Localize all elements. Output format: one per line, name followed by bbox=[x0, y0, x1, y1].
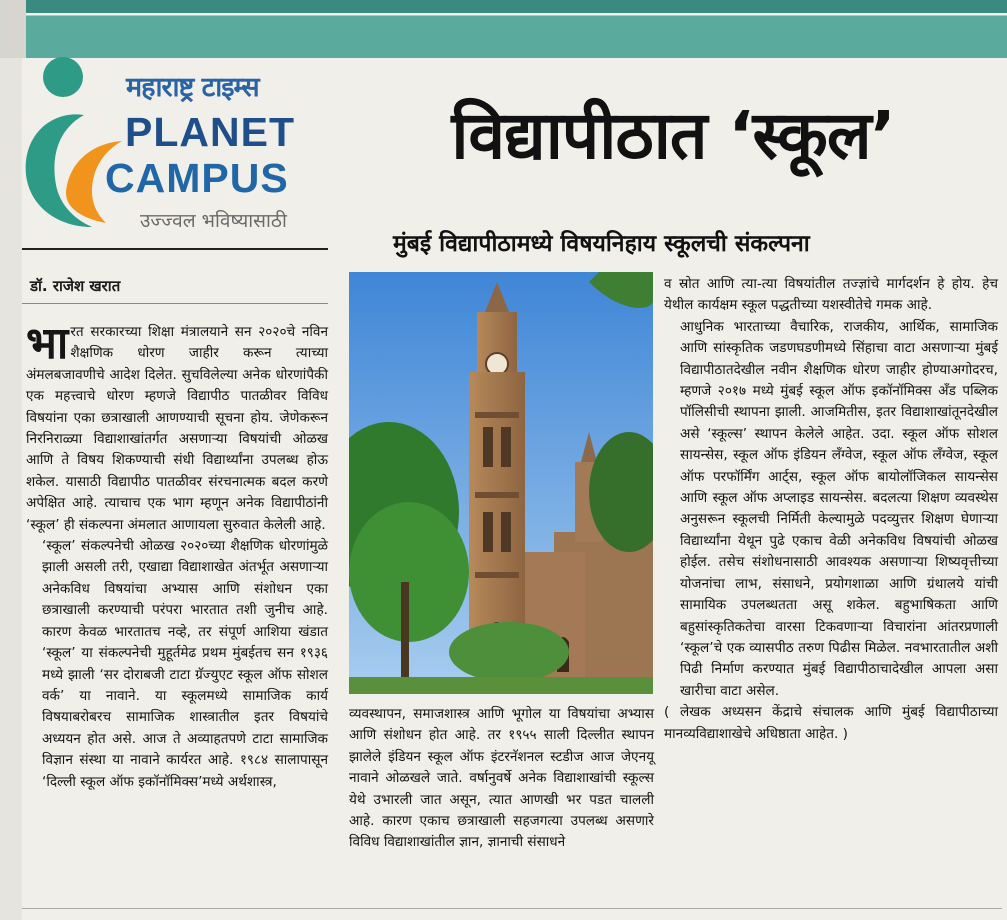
article-column-1 bbox=[26, 318, 329, 793]
article-headline: विद्यापीठात ‘स्कूल’ bbox=[451, 97, 895, 174]
brand-name: महाराष्ट्र टाइम्स bbox=[126, 72, 259, 103]
paragraph: व्यवस्थापन, समाजशास्त्र आणि भूगोल या विषयांचा अभ्यास आणि संशोधन होत आहे. तर १९५५ साली दिल्लीत स्थापन झालेले इंडियन स्कूल ऑफ इंटरनॅशनल स्टडीज आज जेएनयू नावाने ओळखले जाते. वर्षानुवर्षे अनेक विद्याशाखांची स्कूल्स येथे उभारली जात असून, त्यात आणखी भर पडत चालली आहे. कारण एकाच छत्राखाली सहजगत्या उपलब्ध असणारे विविध विद्याशाखांतील ज्ञान, ज्ञानाची संसाधने bbox=[349, 706, 654, 851]
masthead-brand bbox=[126, 67, 259, 104]
brand-tagline: उज्ज्वल भविष्यासाठी bbox=[140, 210, 287, 232]
article-column-2 bbox=[349, 704, 654, 854]
paragraph-text: रत सरकारच्या शिक्षा मंत्रालयाने सन २०२०चे नविन शैक्षणिक धोरण जाहीर करून त्याच्या अंमलबजावणीचे आदेश दिलेत. सुचविलेल्या अनेक धोरणांपैकी एक महत्त्वाचे धोरण म्हणजे विद्यापीठ पातळीवर विविध विषयांना एका छत्राखाली आणण्याची सूचना होय. जेणेकरून निरनिराळ्या विद्याशाखांतर्गत असणाऱ्या विषयांची ओळख आणि ते विषय शिकण्याची संधी विद्यार्थ्यांना उपलब्ध होऊ शकेल. यासाठी विद्यापीठ पातळीवर संरचनात्मक बदल करणे अपेक्षित आहे. त्याचाच एक भाग म्हणून अनेक विद्यापीठांनी ‘स्कूल’ ही संकल्पना अंमलात आणायला सुरुवात केलेली आहे. bbox=[26, 324, 329, 533]
bottom-rule bbox=[22, 908, 1002, 909]
divider-rule bbox=[22, 303, 328, 304]
author-byline: डॉ. राजेश खरात bbox=[30, 277, 121, 295]
page-edge bbox=[0, 58, 22, 920]
university-clock-tower-photo bbox=[349, 272, 653, 694]
article-column-3 bbox=[664, 274, 998, 745]
logo-emblem-icon bbox=[22, 55, 142, 245]
paragraph bbox=[26, 318, 329, 536]
brand-line-campus: CAMPUS bbox=[105, 155, 289, 201]
drop-cap: भा bbox=[26, 318, 69, 369]
paragraph: व स्रोत आणि त्या-त्या विषयांतील तज्ज्ञांचे मार्गदर्शन हे होय. हेच येथील कार्यक्षम स्कूल पद्धतीच्या यशस्वीतेचे गमक आहे. bbox=[664, 276, 998, 314]
page-fold-strip bbox=[0, 0, 26, 58]
paragraph: आधुनिक भारताच्या वैचारिक, राजकीय, आर्थिक, सामाजिक आणि सांस्कृतिक जडणघडणीमध्ये सिंहाचा वाटा असणाऱ्या मुंबई विद्यापीठातदेखील नवीन शैक्षणिक धोरण जाहीर होण्याअगोदरच, म्हणजे २०१७ मध्ये मुंबई स्कूल ऑफ इकॉनॉमिक्स अँड पब्लिक पॉलिसीची स्थापना झाली. आजमितीस, इतर विद्याशाखांतूनदेखील असे ‘स्कूल्स’ स्थापन केलेले आहेत. उदा. स्कूल ऑफ सोशल सायन्सेस, स्कूल ऑफ इंडियन लँग्वेज, स्कूल ऑफ लँग्वेज, स्कूल ऑफ परफॉर्मिंग आर्ट्स, स्कूल ऑफ बायोलॉजिकल सायन्सेस आणि स्कूल ऑफ अप्लाइड सायन्सेस. बदलत्या शिक्षण व्यवस्थेस अनुसरून स्कूलची निर्मिती केल्यामुळे पदव्युत्तर शिक्षण घेणाऱ्या विद्यार्थ्यांना येथून पुढे एकाच वेळी अनेकविध विषयांची ओळख होईल. तसेच संशोधनासाठी आवश्यक असणाऱ्या शिष्यवृत्तीच्या योजनांचा लाभ, संसाधने, प्रयोगशाळा आणि ग्रंथालये यांची सामायिक उपलब्धतता असू शकेल. बहुभाषिकता आणि बहुसांस्कृतिकतेचा वारसा टिकवणाऱ्या विचारांना आंतरप्रणाली ‘स्कूल’चे एक व्यासपीठ तरुण पिढीस मिळेल. नवभारतातील अशी पिढी निर्माण करण्यात मुंबई विद्यापीठाचादेखील आपला असा खारीचा वाटा असेल. bbox=[680, 318, 998, 699]
planet-campus-logo bbox=[22, 55, 332, 245]
newspaper-top-band bbox=[0, 0, 1007, 58]
brand-line-planet: PLANET bbox=[125, 109, 295, 155]
rajabai-tower-image bbox=[349, 272, 653, 694]
divider-rule bbox=[22, 248, 328, 250]
author-signoff: ( लेखक अध्यसन केंद्राचे संचालक आणि मुंबई विद्यापीठाच्या मानव्यविद्याशाखेचे अधिष्ठाता आहेत. ) bbox=[664, 704, 998, 742]
paragraph: ‘स्कूल’ संकल्पनेची ओळख २०२०च्या शैक्षणिक धोरणांमुळे झाली असली तरी, एखाद्या विद्याशाखेत अंतर्भूत असणाऱ्या अनेकविध विषयांचा अभ्यास आणि संशोधन एका छत्राखाली करण्याची परंपरा भारतात तशी जुनीच आहे. कारण केवळ भारतातच नव्हे, तर संपूर्ण आशिया खंडात ‘स्कूल’ या संकल्पनेची मुहूर्तमेढ प्रथम मुंबईतच सन १९३६ मध्ये झाली ‘सर दोराबजी टाटा ग्रॅज्युएट स्कूल ऑफ सोशल वर्क’ या नावाने. या स्कूलमध्ये सामाजिक कार्य विषयाबरोबरच सामाजिक शास्त्रातील इतर विषयांचे अध्ययन होत असे. आज ते अव्याहतपणे टाटा सामाजिक विज्ञान संस्था या नावाने कार्यरत आहे. १९८४ सालापासून ‘दिल्ली स्कूल ऑफ इकॉनॉमिक्स’मध्ये अर्थशास्त्र, bbox=[42, 538, 328, 790]
article-subheadline: मुंबई विद्यापीठामध्ये विषयनिहाय स्कूलची संकल्पना bbox=[393, 231, 810, 257]
